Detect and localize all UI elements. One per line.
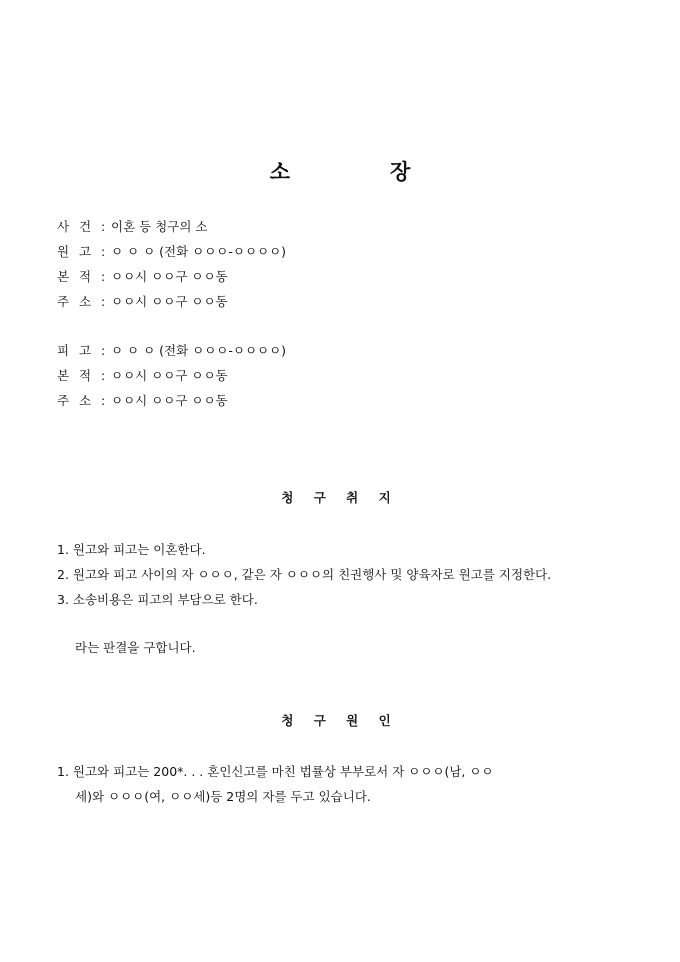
plaintiff-name-value: ㅇ ㅇ ㅇ (전화 ㅇㅇㅇ-ㅇㅇㅇㅇ) [111, 244, 287, 259]
defendant-address-row: 주 소 : ㅇㅇ시 ㅇㅇ구 ㅇㅇ동 [57, 393, 228, 408]
plaintiff-address-row: 주 소 : ㅇㅇ시 ㅇㅇ구 ㅇㅇ동 [57, 294, 228, 309]
title-left: 소 [269, 159, 290, 184]
plaintiff-label-2: 고 [79, 244, 92, 259]
defendant-registry-row: 본 적 : ㅇㅇ시 ㅇㅇ구 ㅇㅇ동 [57, 368, 228, 383]
claim-closing: 라는 판결을 구합니다. [75, 640, 196, 655]
claim-purpose-item-1: 1. 원고와 피고는 이혼한다. [57, 542, 206, 557]
plaintiff-label-1: 원 [57, 244, 70, 259]
case-value: 이혼 등 청구의 소 [111, 219, 208, 234]
defendant-address-label-1: 주 [57, 393, 70, 408]
claim-cause-heading: 청 구 원 인 [281, 713, 399, 728]
plaintiff-registry-row: 본 적 : ㅇㅇ시 ㅇㅇ구 ㅇㅇ동 [57, 269, 228, 284]
claim-cause-item-1-line-1: 1. 원고와 피고는 200*. . . 혼인신고를 마친 법률상 부부로서 자 ㅇㅇㅇ(남, ㅇㅇ [57, 764, 494, 779]
defendant-registry-value: ㅇㅇ시 ㅇㅇ구 ㅇㅇ동 [111, 368, 228, 383]
defendant-name-value: ㅇ ㅇ ㅇ (전화 ㅇㅇㅇ-ㅇㅇㅇㅇ) [111, 343, 287, 358]
title-right: 장 [390, 159, 411, 184]
case-row: 사 건 : 이혼 등 청구의 소 [57, 219, 208, 234]
plaintiff-registry-label-1: 본 [57, 269, 70, 284]
plaintiff-address-label-1: 주 [57, 294, 70, 309]
plaintiff-registry-label-2: 적 [79, 269, 92, 284]
defendant-registry-label-2: 적 [79, 368, 92, 383]
defendant-label-1: 피 [57, 343, 70, 358]
claim-purpose-item-3: 3. 소송비용은 피고의 부담으로 한다. [57, 592, 258, 607]
claim-cause-item-1-line-2: 세)와 ㅇㅇㅇ(여, ㅇㅇ세)등 2명의 자를 두고 있습니다. [75, 789, 371, 804]
defendant-address-label-2: 소 [79, 393, 92, 408]
case-label-2: 건 [79, 219, 92, 234]
defendant-name-row: 피 고 : ㅇ ㅇ ㅇ (전화 ㅇㅇㅇ-ㅇㅇㅇㅇ) [57, 343, 287, 358]
defendant-address-value: ㅇㅇ시 ㅇㅇ구 ㅇㅇ동 [111, 393, 228, 408]
document-title [0, 156, 680, 186]
claim-purpose-item-2: 2. 원고와 피고 사이의 자 ㅇㅇㅇ, 같은 자 ㅇㅇㅇ의 친권행사 및 양육자로 원고를 지정한다. [57, 567, 552, 582]
defendant-label-2: 고 [79, 343, 92, 358]
plaintiff-registry-value: ㅇㅇ시 ㅇㅇ구 ㅇㅇ동 [111, 269, 228, 284]
case-label-1: 사 [57, 219, 70, 234]
plaintiff-name-row: 원 고 : ㅇ ㅇ ㅇ (전화 ㅇㅇㅇ-ㅇㅇㅇㅇ) [57, 244, 287, 259]
plaintiff-address-value: ㅇㅇ시 ㅇㅇ구 ㅇㅇ동 [111, 294, 228, 309]
plaintiff-address-label-2: 소 [79, 294, 92, 309]
claim-purpose-heading: 청 구 취 지 [281, 490, 399, 505]
defendant-registry-label-1: 본 [57, 368, 70, 383]
